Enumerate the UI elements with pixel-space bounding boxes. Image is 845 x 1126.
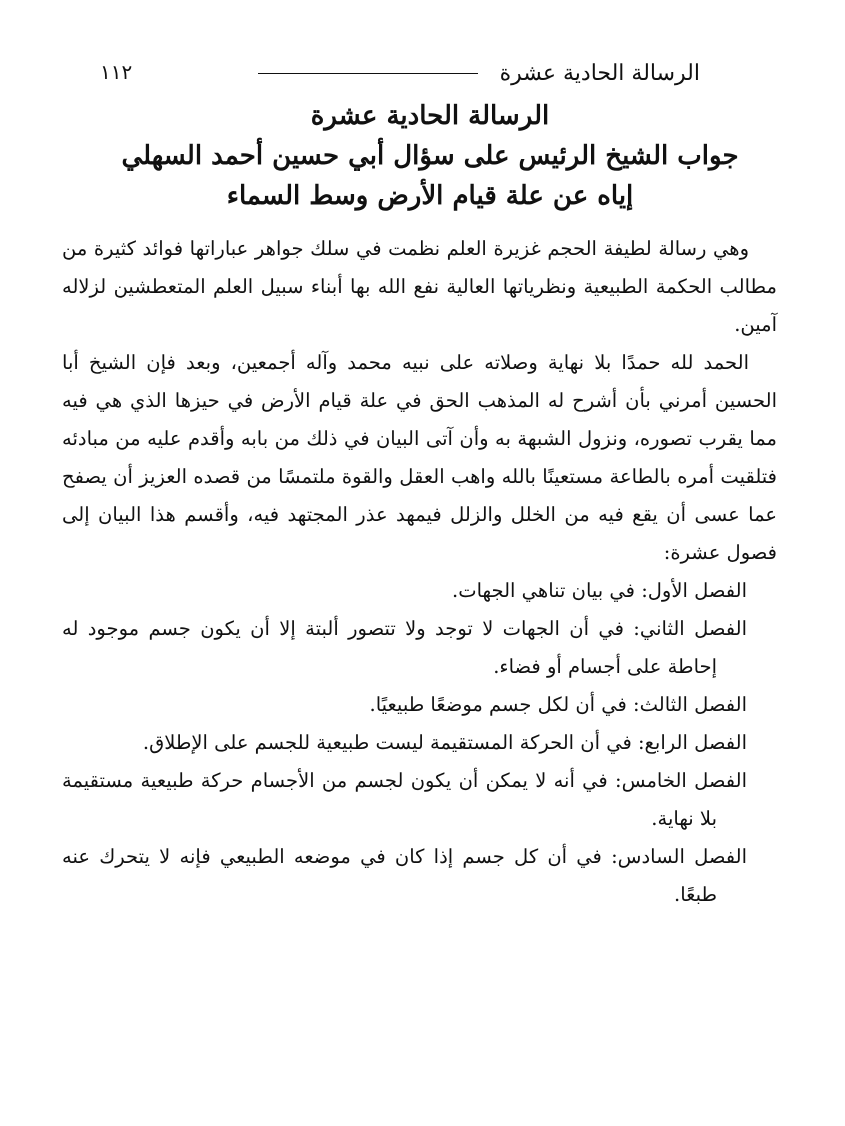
chapter-item: الفصل السادس: في أن كل جسم إذا كان في موضعه الطبيعي فإنه لا يتحرك عنه طبعًا. [62, 845, 747, 906]
chapter-item: الفصل الأول: في بيان تناهي الجهات. [452, 579, 747, 602]
epistle-title-block [100, 96, 760, 216]
preface-paragraph: الحمد لله حمدًا بلا نهاية وصلاته على نبيه محمد وآله أجمعين، وبعد فإن الشيخ أبا الحسين أمرني بأن أشرح له المذهب الحق في علة قيام الأرض في حيزها الذي هي فيه مما يقرب تصوره، ونزول الشبهة به وأن آتى البيان في ذلك من بابه وأقدم عليه من مبادئه فتلقيت أمره بالطاعة مستعينًا بالله واهب العقل والقوة ملتمسًا من قصده العزيز أن يصفح عما عسى أن يقع فيه من الخلل والزلل فيمهد عذر المجتهد فيه، وأقسم هذا البيان إلى فصول عشرة: [62, 351, 777, 564]
chapter-item: الفصل الثاني: في أن الجهات لا توجد ولا تتصور ألبتة إلا أن يكون جسم موجود له إحاطة على أجسام أو فضاء. [62, 617, 747, 678]
page-number: ١١٢ [100, 60, 133, 84]
epistle-subtitle-line-1: جواب الشيخ الرئيس على سؤال أبي حسين أحمد السهلي [121, 141, 739, 171]
epistle-title: الرسالة الحادية عشرة [310, 101, 550, 131]
chapter-item: الفصل الرابع: في أن الحركة المستقيمة ليست طبيعية للجسم على الإطلاق. [142, 731, 747, 754]
chapter-item: الفصل الخامس: في أنه لا يمكن أن يكون لجسم من الأجسام حركة طبيعية مستقيمة بلا نهاية. [62, 769, 747, 830]
chapter-item: الفصل الثالث: في أن لكل جسم موضعًا طبيعيًا. [369, 693, 747, 716]
header-rule [258, 73, 478, 74]
chapter-list [62, 572, 777, 914]
body-text [62, 230, 777, 914]
intro-paragraph: وهي رسالة لطيفة الحجم غزيرة العلم نظمت في سلك جواهر عباراتها فوائد كثيرة من مطالب الحكمة الطبيعية ونظرياتها العالية نفع الله بها أبناء سبيل العلم المتعطشين لزلاله آمين. [62, 237, 777, 336]
running-title: الرسالة الحادية عشرة [499, 60, 700, 86]
epistle-subtitle-line-2: إياه عن علة قيام الأرض وسط السماء [226, 181, 634, 211]
